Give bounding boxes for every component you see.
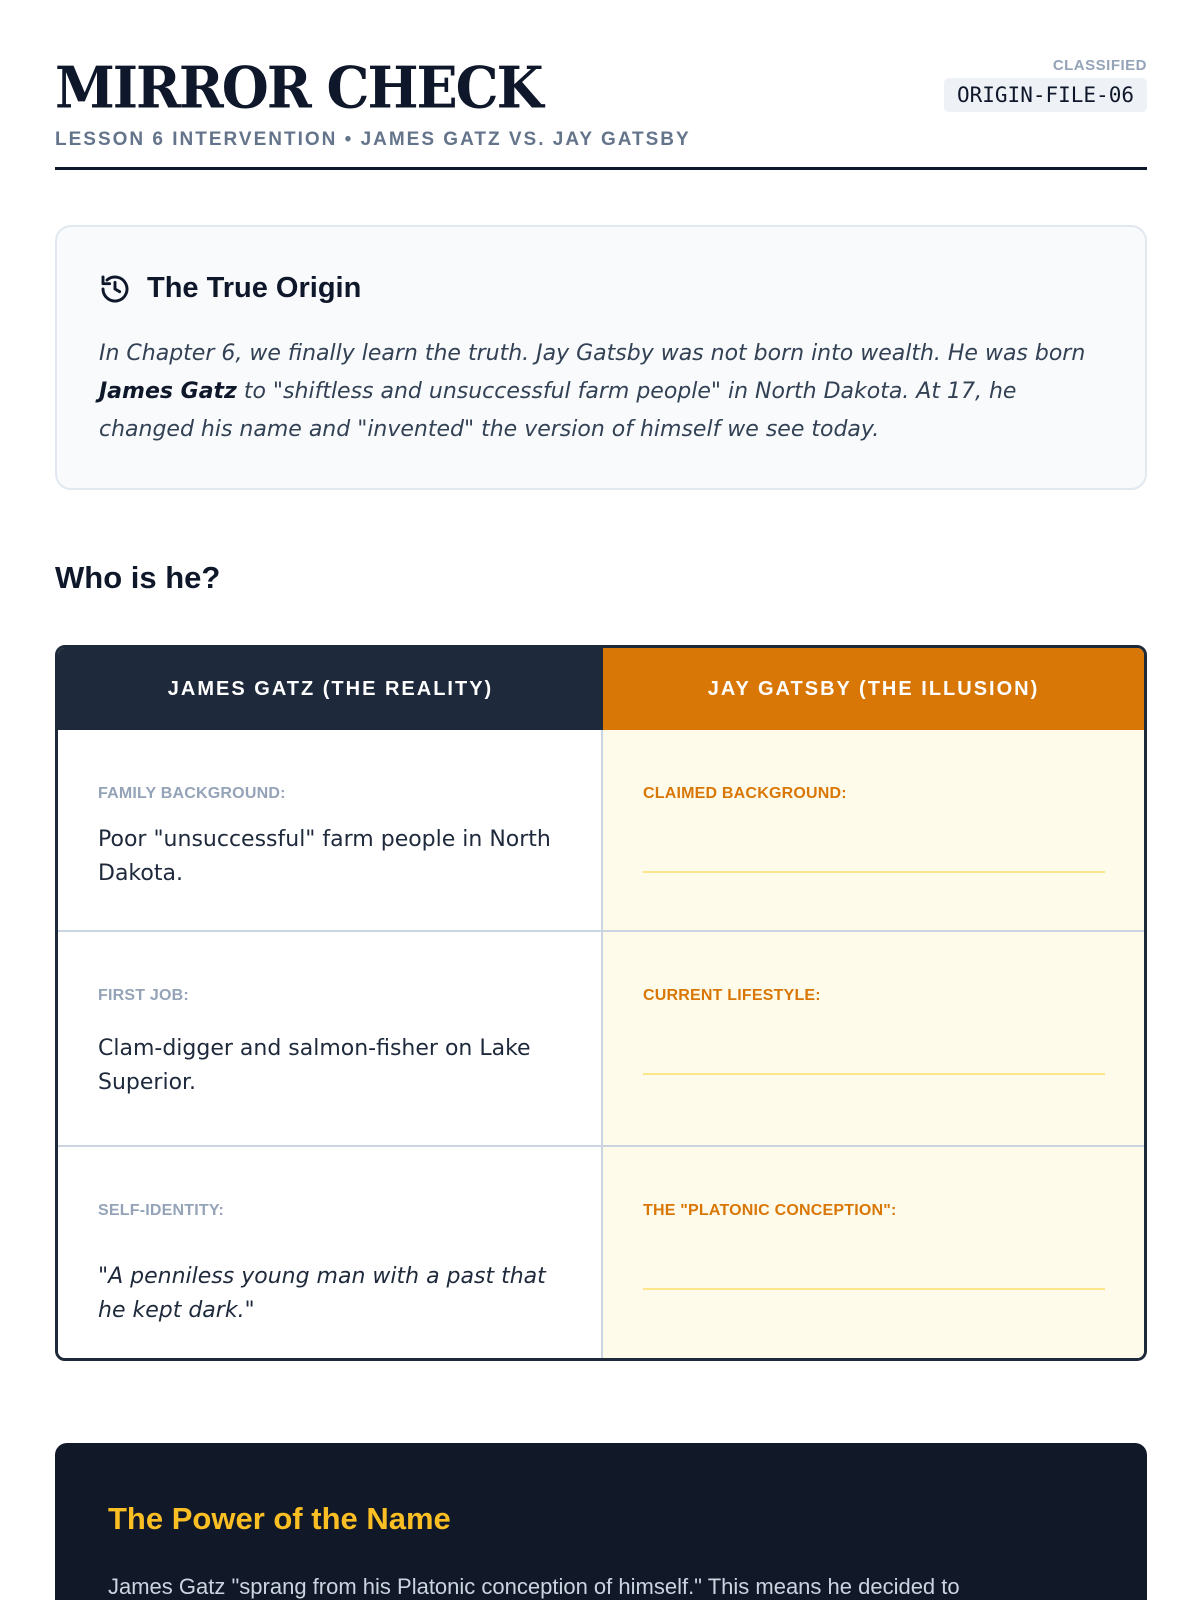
illusion-label: CURRENT LIFESTYLE: [643,987,821,1004]
power-text: James Gatz "sprang from his Platonic conception of himself." This means he decided to [108,1574,960,1599]
reality-label: FIRST JOB: [98,987,189,1004]
reality-cell [58,932,603,1145]
power-of-name-card [55,1443,1147,1600]
comparison-table [55,645,1147,1361]
page-header [55,55,1147,170]
origin-text [99,335,1109,449]
origin-text-part2: to "shiftless and unsuccessful farm people" in North Dakota. At 17, he changed his name and "invented" the version of himself we see today. [99,379,1017,442]
illusion-cell [603,1147,1144,1361]
illusion-cell [603,932,1144,1145]
reality-column-header: JAMES GATZ (THE REALITY) [58,648,603,730]
origin-text-name: James Gatz [99,379,237,404]
page-subtitle: LESSON 6 INTERVENTION • JAMES GATZ VS. JAY GATSBY [55,129,691,150]
reality-cell [58,730,603,930]
file-code-badge: ORIGIN-FILE-06 [944,78,1147,112]
answer-line-claimed-background[interactable] [643,871,1105,873]
illusion-label: CLAIMED BACKGROUND: [643,785,847,802]
origin-text-part1: In Chapter 6, we finally learn the truth. Jay Gatsby was not born into wealth. He was born [99,341,1086,366]
origin-heading [99,272,361,305]
section-title: Who is he? [55,560,221,595]
answer-line-current-lifestyle[interactable] [643,1073,1105,1075]
origin-title: The True Origin [147,272,362,304]
table-row [58,1145,1144,1361]
power-title: The Power of the Name [108,1501,451,1536]
classified-label: CLASSIFIED [1052,57,1147,74]
illusion-label: THE "PLATONIC CONCEPTION": [643,1202,897,1219]
history-icon [99,273,131,305]
table-row [58,730,1144,930]
origin-card [55,225,1147,490]
reality-value: Clam-digger and salmon-fisher on Lake Superior. [98,1036,531,1095]
answer-line-platonic-conception[interactable] [643,1288,1105,1290]
illusion-cell [603,730,1144,930]
page-title: MIRROR CHECK [55,53,542,121]
reality-value: Poor "unsuccessful" farm people in North Dakota. [98,827,551,886]
reality-value: "A penniless young man with a past that he kept dark." [98,1264,546,1323]
reality-label: FAMILY BACKGROUND: [98,785,286,802]
reality-label: SELF-IDENTITY: [98,1202,225,1219]
table-row [58,930,1144,1145]
reality-cell [58,1147,603,1361]
illusion-column-header: JAY GATSBY (THE ILLUSION) [603,648,1144,730]
